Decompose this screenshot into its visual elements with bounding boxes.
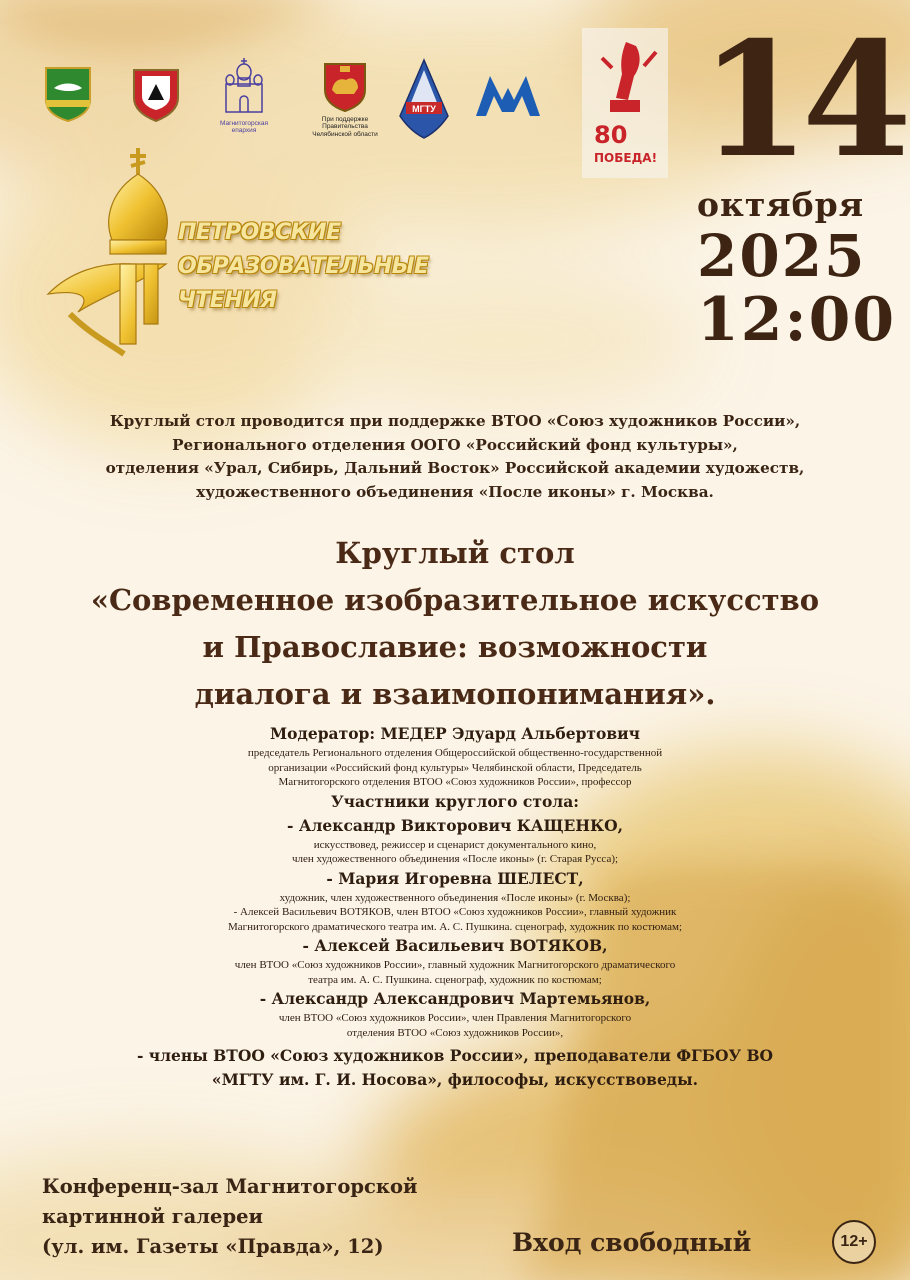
participant-desc: член ВТОО «Союз художников России», член Правления Магнитогорского (278, 1012, 632, 1024)
eparchy-logo (214, 54, 274, 135)
victory-monument-icon (582, 28, 668, 178)
program-block (40, 722, 870, 1092)
venue-address (42, 1172, 417, 1262)
roundtable-title-line: диалога и взаимопонимания». (194, 677, 716, 711)
participant-name: - Александр Александрович Мартемьянов, (259, 989, 651, 1008)
participant-name: - Александр Викторович КАЩЕНКО, (287, 815, 623, 835)
cathedral-icon (214, 54, 274, 116)
mmk-logo (472, 70, 544, 124)
venue-line: Конференц-зал Магнитогорской (42, 1175, 418, 1198)
roundtable-title-line: Круглый стол (335, 536, 575, 570)
age-rating-badge: 12+ (832, 1220, 876, 1264)
participant-desc: член ВТОО «Союз художников России», главный художник Магнитогорского драматического (234, 959, 676, 971)
moderator-title: Модератор: МЕДЕР Эдуард Альбертович (270, 724, 640, 743)
event-day: 14 (700, 8, 904, 193)
moderator-desc: Магнитогорского отделения ВТОО «Союз художников России», профессор (278, 776, 632, 788)
participant-desc: художник, член художественного объединения «После иконы» (г. Москва); (279, 891, 631, 904)
venue-line: картинной галереи (42, 1205, 263, 1228)
roundtable-title (30, 530, 880, 718)
participant-name: - Алексей Васильевич ВОТЯКОВ, (302, 936, 608, 955)
participant-desc: - Алексей Васильевич ВОТЯКОВ, член ВТОО «Союз художников России», главный художник (233, 906, 677, 918)
participant-desc: театра им. А. С. Пушкина. сценограф, художник по костюмам; (308, 973, 602, 986)
university-label: МГТУ (412, 104, 436, 114)
roundtable-title-line: и Православие: возможности (202, 630, 708, 664)
moderator-desc: организации «Российский фонд культуры» Челябинской области, Председатель (268, 761, 642, 774)
victory-caption: ПОБЕДА! (594, 151, 658, 165)
victory-number: 80 (594, 121, 628, 149)
brand-line-2: ОБРАЗОВАТЕЛЬНЫЕ (178, 254, 429, 279)
participant-desc: искусствовед, режиссер и сценарист документального кино, (313, 838, 597, 851)
participant-desc: отделения ВТОО «Союз художников России», (346, 1026, 564, 1039)
support-line: Регионального отделения ООГО «Российский фонд культуры», (172, 435, 738, 454)
participant-name: - Мария Игоревна ШЕЛЕСТ, (326, 868, 584, 888)
support-paragraph (40, 410, 870, 504)
free-entry: Вход свободный (512, 1228, 752, 1257)
participant-desc: Магнитогорского драматического театра им. А. С. Пушкина. сценограф, художник по костюмам; (227, 920, 683, 933)
university-logo (398, 58, 450, 144)
roundtable-title-line: «Современное изобразительное искусство (90, 583, 820, 617)
participant-desc: член художественного объединения «После иконы» (г. Старая Русса); (291, 853, 619, 865)
event-month: октября (697, 185, 865, 224)
readings-emblem-icon (40, 144, 190, 364)
event-time: 12:00 (697, 285, 897, 355)
eparchy-caption: Магнитогорская епархия (219, 120, 269, 135)
crest-district-icon (130, 66, 182, 122)
victory-80-logo (582, 28, 668, 182)
other-participants: - члены ВТОО «Союз художников России», преподаватели ФГБОУ ВО (136, 1046, 774, 1065)
support-line: художественного объединения «После иконы» г. Москва. (196, 482, 714, 501)
mmk-logo-icon (472, 70, 544, 120)
venue-line: (ул. им. Газеты «Правда», 12) (42, 1235, 384, 1258)
city-crest-logo (44, 66, 92, 126)
region-caption: При поддержке Правительства Челябинской области (312, 116, 378, 138)
region-logo (300, 60, 390, 138)
mgtu-icon (398, 58, 450, 140)
chelyabinsk-crest-icon (300, 60, 390, 112)
participants-title: Участники круглого стола: (331, 791, 579, 811)
other-participants: «МГТУ им. Г. И. Носова», философы, искусствоведы. (211, 1070, 699, 1089)
brand-line-3: ЧТЕНИЯ (178, 288, 277, 313)
district-crest-logo (130, 66, 182, 126)
brand-line-1: ПЕТРОВСКИЕ (178, 220, 341, 245)
support-line: отделения «Урал, Сибирь, Дальний Восток» Российской академии художеств, (105, 459, 805, 477)
crest-magnitogorsk-city-icon (44, 66, 92, 122)
moderator-desc: председатель Регионального отделения Общероссийской общественно-государственной (247, 747, 663, 759)
event-year: 2025 (697, 222, 867, 290)
support-line: Круглый стол проводится при поддержке ВТОО «Союз художников России», (109, 412, 801, 430)
